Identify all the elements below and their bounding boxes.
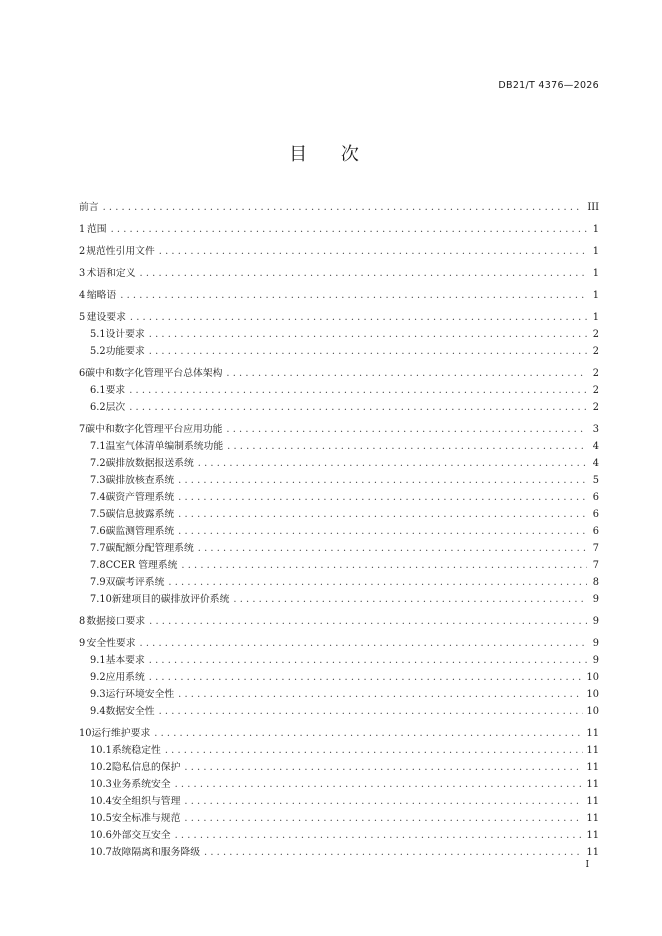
toc-page-number: 9 (592, 655, 599, 666)
toc-leader-dots (165, 743, 583, 759)
toc-number: 7.8 (90, 560, 106, 571)
document-id: DB21/T 4376—2026 (498, 80, 599, 91)
toc-leader-dots (198, 456, 587, 472)
table-of-contents (79, 200, 599, 861)
page-title: 目 次 (289, 144, 373, 165)
toc-title: 碳中和数字化管理平台总体架构 (85, 368, 223, 379)
toc-page-number: 2 (592, 368, 599, 379)
toc-leader-dots (140, 636, 587, 652)
toc-page-number: 11 (586, 728, 599, 739)
toc-page-number: 6 (592, 526, 599, 537)
toc-title: 缩略语 (86, 290, 117, 301)
toc-leader-dots (175, 828, 583, 844)
toc-number: 9 (79, 638, 86, 649)
toc-subentry[interactable] (79, 575, 599, 591)
toc-page-number: 11 (586, 847, 599, 858)
toc-number: 10 (79, 728, 92, 739)
toc-number: 10.5 (90, 813, 112, 824)
toc-leader-dots (184, 811, 582, 827)
toc-page-number: III (587, 202, 599, 213)
toc-page-number: 4 (592, 458, 599, 469)
toc-title: 范围 (87, 224, 107, 235)
toc-leader-dots (111, 222, 587, 238)
toc-subentry[interactable] (79, 327, 599, 343)
toc-subentry[interactable] (79, 760, 599, 776)
toc-page-number: 2 (592, 385, 599, 396)
toc-leader-dots (149, 653, 587, 669)
toc-title: 安全性要求 (86, 638, 136, 649)
toc-number: 7.7 (90, 543, 106, 554)
toc-leader-dots (198, 541, 587, 557)
toc-subentry[interactable] (79, 670, 599, 686)
toc-page-number: 1 (592, 246, 599, 257)
toc-title: 温室气体清单编制系统功能 (105, 441, 224, 452)
toc-page-number: 11 (586, 745, 599, 756)
toc-number: 7.1 (90, 441, 106, 452)
toc-page-number: 11 (586, 830, 599, 841)
toc-page-number: 6 (592, 509, 599, 520)
toc-subentry[interactable] (79, 473, 599, 489)
toc-entry[interactable] (79, 636, 599, 652)
toc-page-number: 1 (592, 268, 599, 279)
toc-entry[interactable] (79, 200, 599, 216)
toc-title: 基本要求 (105, 655, 145, 666)
toc-entry[interactable] (79, 244, 599, 260)
toc-leader-dots (181, 558, 587, 574)
toc-number: 7.2 (90, 458, 106, 469)
toc-page-number: 2 (592, 329, 599, 340)
toc-leader-dots (175, 777, 583, 793)
toc-subentry[interactable] (79, 456, 599, 472)
toc-title: 碳中和数字化管理平台应用功能 (85, 424, 223, 435)
toc-number: 10.1 (90, 745, 112, 756)
toc-title: 设计要求 (105, 329, 145, 340)
toc-subentry[interactable] (79, 400, 599, 416)
toc-title: 安全标准与规范 (111, 813, 181, 824)
toc-subentry[interactable] (79, 704, 599, 720)
toc-number: 4 (79, 290, 86, 301)
toc-leader-dots (103, 200, 584, 216)
toc-number: 7 (79, 424, 86, 435)
toc-entry[interactable] (79, 366, 599, 382)
toc-title: 碳监测管理系统 (105, 526, 175, 537)
toc-subentry[interactable] (79, 653, 599, 669)
toc-leader-dots (227, 439, 587, 455)
toc-number: 9.3 (90, 689, 106, 700)
toc-number: 9.4 (90, 706, 106, 717)
toc-leader-dots (140, 266, 587, 282)
toc-page-number: 9 (592, 594, 599, 605)
toc-leader-dots (178, 687, 582, 703)
toc-number: 5 (79, 312, 86, 323)
toc-page-number: 7 (592, 543, 599, 554)
toc-number: 7.5 (90, 509, 106, 520)
toc-page-number: 11 (586, 796, 599, 807)
toc-title: 术语和定义 (86, 268, 136, 279)
toc-leader-dots (129, 383, 587, 399)
toc-number: 8 (79, 616, 86, 627)
toc-number: 6.1 (90, 385, 106, 396)
toc-number: 7.4 (90, 492, 106, 503)
toc-number: 5.2 (90, 346, 106, 357)
toc-subentry[interactable] (79, 383, 599, 399)
toc-subentry[interactable] (79, 687, 599, 703)
toc-page-number: 3 (592, 424, 599, 435)
toc-page-number: 8 (592, 577, 599, 588)
toc-subentry[interactable] (79, 794, 599, 810)
toc-title: 安全组织与管理 (111, 796, 181, 807)
toc-leader-dots (159, 704, 583, 720)
toc-subentry[interactable] (79, 541, 599, 557)
toc-number: 7.10 (90, 594, 112, 605)
toc-page-number: 9 (592, 638, 599, 649)
toc-title: 系统稳定性 (111, 745, 161, 756)
toc-number: 7.9 (90, 577, 106, 588)
toc-number: 9.1 (90, 655, 106, 666)
toc-page-number: 9 (592, 616, 599, 627)
toc-leader-dots (226, 366, 587, 382)
toc-entry[interactable] (79, 310, 599, 326)
toc-leader-dots (233, 592, 587, 608)
toc-number: 10.2 (90, 762, 112, 773)
toc-entry[interactable] (79, 422, 599, 438)
toc-title: 要求 (105, 385, 126, 396)
toc-subentry[interactable] (79, 524, 599, 540)
toc-title: 数据接口要求 (86, 616, 146, 627)
toc-title: 层次 (105, 402, 126, 413)
toc-number: 10.4 (90, 796, 112, 807)
toc-number: 10.6 (90, 830, 112, 841)
toc-entry[interactable] (79, 288, 599, 304)
toc-leader-dots (178, 524, 587, 540)
toc-subentry[interactable] (79, 507, 599, 523)
toc-title: 运行维护要求 (91, 728, 151, 739)
toc-subentry[interactable] (79, 743, 599, 759)
toc-title: 建设要求 (86, 312, 126, 323)
toc-subentry[interactable] (79, 811, 599, 827)
toc-title: 隐私信息的保护 (111, 762, 181, 773)
toc-page-number: 11 (586, 762, 599, 773)
toc-page-number: 7 (592, 560, 599, 571)
toc-number: 9.2 (90, 672, 106, 683)
toc-page-number: 1 (592, 290, 599, 301)
toc-page-number: 10 (586, 706, 599, 717)
toc-number: 7.3 (90, 475, 106, 486)
toc-title: 功能要求 (105, 346, 145, 357)
toc-title: 双碳考评系统 (105, 577, 165, 588)
toc-entry[interactable] (79, 614, 599, 630)
toc-subentry[interactable] (79, 845, 599, 861)
toc-subentry[interactable] (79, 490, 599, 506)
toc-leader-dots (178, 490, 587, 506)
toc-number: 10.3 (90, 779, 112, 790)
toc-page-number: 11 (586, 779, 599, 790)
page-number: I (585, 860, 589, 870)
toc-leader-dots (149, 614, 587, 630)
toc-title: 碳排放数据报送系统 (105, 458, 194, 469)
toc-page-number: 4 (592, 441, 599, 452)
toc-leader-dots (226, 422, 587, 438)
toc-subentry[interactable] (79, 828, 599, 844)
toc-leader-dots (178, 473, 587, 489)
toc-entry[interactable] (79, 222, 599, 238)
toc-subentry[interactable] (79, 344, 599, 360)
toc-leader-dots (168, 575, 587, 591)
toc-leader-dots (120, 288, 587, 304)
toc-leader-dots (159, 244, 587, 260)
toc-entry[interactable] (79, 726, 599, 742)
toc-number: 6 (79, 368, 86, 379)
toc-leader-dots (178, 507, 587, 523)
toc-number: 5.1 (90, 329, 106, 340)
toc-leader-dots (149, 327, 587, 343)
toc-number: 3 (79, 268, 86, 279)
toc-title: 碳信息披露系统 (105, 509, 175, 520)
toc-leader-dots (154, 726, 582, 742)
toc-title: 碳配额分配管理系统 (105, 543, 194, 554)
toc-title: 故障隔离和服务降级 (111, 847, 200, 858)
toc-leader-dots (130, 310, 587, 326)
toc-number: 2 (79, 246, 86, 257)
toc-page-number: 5 (592, 475, 599, 486)
toc-subentry[interactable] (79, 592, 599, 608)
toc-leader-dots (184, 760, 582, 776)
toc-page-number: 11 (586, 813, 599, 824)
toc-title: 业务系统安全 (111, 779, 171, 790)
toc-title: 新建项目的碳排放评价系统 (111, 594, 230, 605)
toc-page-number: 10 (586, 672, 599, 683)
toc-title: 运行环境安全性 (105, 689, 175, 700)
toc-leader-dots (129, 400, 587, 416)
toc-title: 碳资产管理系统 (105, 492, 175, 503)
toc-title: 应用系统 (105, 672, 145, 683)
toc-title: 规范性引用文件 (86, 246, 155, 257)
toc-leader-dots (149, 344, 587, 360)
toc-page-number: 2 (592, 346, 599, 357)
toc-title: 碳排放核查系统 (105, 475, 175, 486)
toc-number: 6.2 (90, 402, 106, 413)
toc-number: 10.7 (90, 847, 112, 858)
toc-page-number: 10 (586, 689, 599, 700)
toc-leader-dots (204, 845, 583, 861)
toc-leader-dots (149, 670, 583, 686)
toc-title: 前言 (79, 202, 99, 213)
toc-page-number: 1 (592, 224, 599, 235)
toc-number: 7.6 (90, 526, 106, 537)
toc-page-number: 6 (592, 492, 599, 503)
toc-subentry[interactable] (79, 439, 599, 455)
toc-subentry[interactable] (79, 558, 599, 574)
toc-subentry[interactable] (79, 777, 599, 793)
toc-title: 外部交互安全 (111, 830, 171, 841)
toc-page-number: 2 (592, 402, 599, 413)
toc-title: CCER 管理系统 (105, 560, 178, 571)
toc-title: 数据安全性 (105, 706, 155, 717)
toc-number: 1 (79, 224, 86, 235)
toc-leader-dots (184, 794, 582, 810)
toc-page-number: 1 (592, 312, 599, 323)
toc-entry[interactable] (79, 266, 599, 282)
